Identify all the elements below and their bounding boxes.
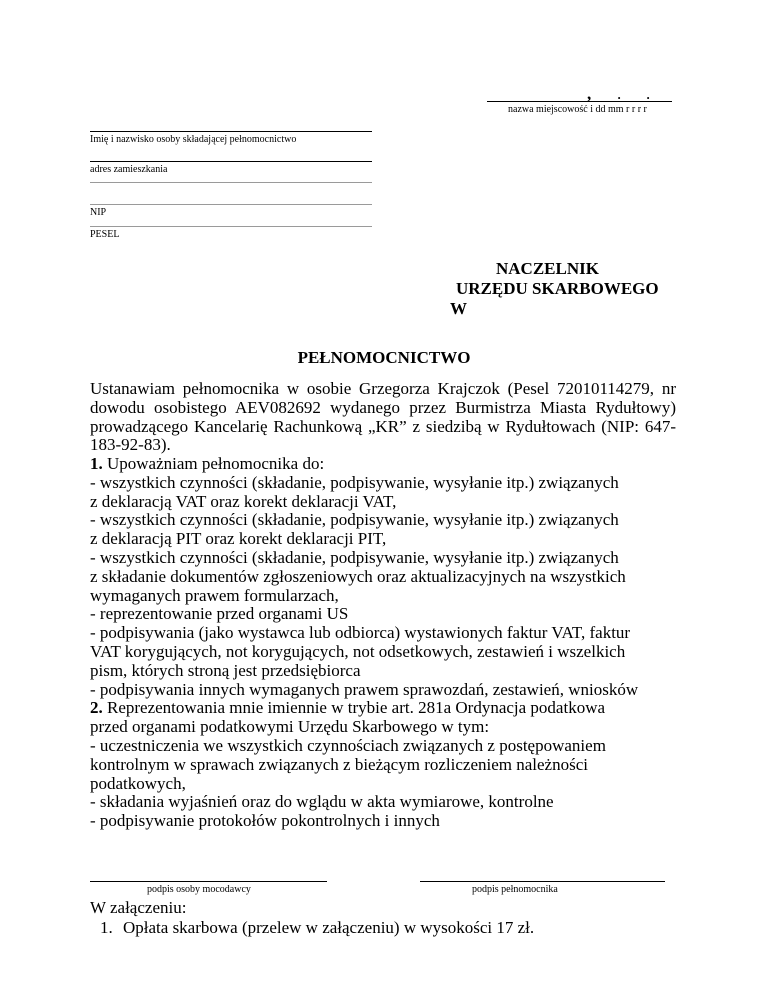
nip-line (90, 204, 372, 205)
principal-signature-line (90, 881, 327, 882)
address-line (90, 161, 372, 162)
attachment-item-text: Opłata skarbowa (przelew w załączeniu) w wysokości 17 zł. (123, 918, 535, 937)
authorization-sections (90, 455, 710, 831)
addressee-line-1: NACZELNIK (496, 259, 599, 278)
addressee-line-3: W (450, 299, 467, 318)
attachment-item-number: 1. (100, 918, 113, 937)
pesel-line (90, 226, 372, 227)
section-1-number: 1. (90, 454, 103, 473)
place-date-line (487, 101, 672, 102)
intro-text: Ustanawiam pełnomocnika w osobie Grzegorza Krajczok (Pesel 72010114279, nr dowodu osobistego AEV082692 wydanego przez Burmistrza Miasta Rydułtowy) prowadzącego Kancelarię Rachunkową „KR” z siedzibą w Rydułtowach (NIP: 647-183-92-83). (90, 379, 676, 455)
attorney-signature-line (420, 881, 665, 882)
document-title: PEŁNOMOCNICTWO (297, 348, 471, 367)
pesel-label: PESEL (90, 229, 120, 240)
section-2-number: 2. (90, 698, 103, 718)
attachments-block (90, 898, 534, 938)
principal-signature-label: podpis osoby mocodawcy (147, 884, 251, 895)
nip-label: NIP (90, 207, 107, 218)
attorney-signature-label: podpis pełnomocnika (472, 884, 558, 895)
section-2-text: Reprezentowania mnie imiennie w trybie art. 281a Ordynacja podatkowa przed organami podatkowymi Urzędu Skarbowego w tym: - uczestniczenia we wszystkich czynnościach związanych z postępowaniem kontrolnym w sprawach związanych z bieżącym rozliczeniem należności podatkowych, - składania wyjaśnień oraz do wglądu w akta wymiarowe, kontrolne - podpisywanie protokołów pokontrolnych i innych (90, 698, 606, 831)
section-1 (90, 455, 710, 699)
addressee-line-2: URZĘDU SKARBOWEGO (456, 279, 659, 298)
address-line-2 (90, 182, 372, 183)
attachments-heading: W załączeniu: (90, 898, 187, 917)
name-label: Imię i nazwisko osoby składającej pełnomocnictwo (90, 134, 297, 145)
section-1-text: Upoważniam pełnomocnika do: - wszystkich czynności (składanie, podpisywanie, wysyłanie itp.) związanych z deklaracją VAT oraz korekt deklaracji VAT, - wszystkich czynności (składanie, podpisywanie, wysyłanie itp.) związanych z deklaracją PIT oraz korekt deklaracji PIT, - wszystkich czynności (składanie, podpisywanie, wysyłanie itp.) związanych z składanie dokumentów zgłoszeniowych oraz aktualizacyjnych na wszystkich wymaganych prawem formularzach, - reprezentowanie przed organami US - podpisywania (jako wystawca lub odbiorca) wystawionych faktur VAT, faktur VAT korygujących, not korygujących, not odsetkowych, zestawień i wszelkich pism, których stroną jest przedsiębiorca - podpisywania innych wymaganych prawem sprawozdań, zestawień, wniosków (90, 454, 639, 699)
intro-paragraph (90, 380, 676, 455)
address-label: adres zamieszkania (90, 164, 168, 175)
attachment-item (90, 918, 534, 938)
section-2 (90, 699, 710, 831)
place-date-dot-2: . (646, 84, 651, 103)
place-date-dot-1: . (617, 84, 622, 103)
place-date-caption: nazwa miejscowość i dd mm r r r r (508, 104, 647, 115)
name-line (90, 131, 372, 132)
place-date-comma: , (587, 84, 592, 103)
